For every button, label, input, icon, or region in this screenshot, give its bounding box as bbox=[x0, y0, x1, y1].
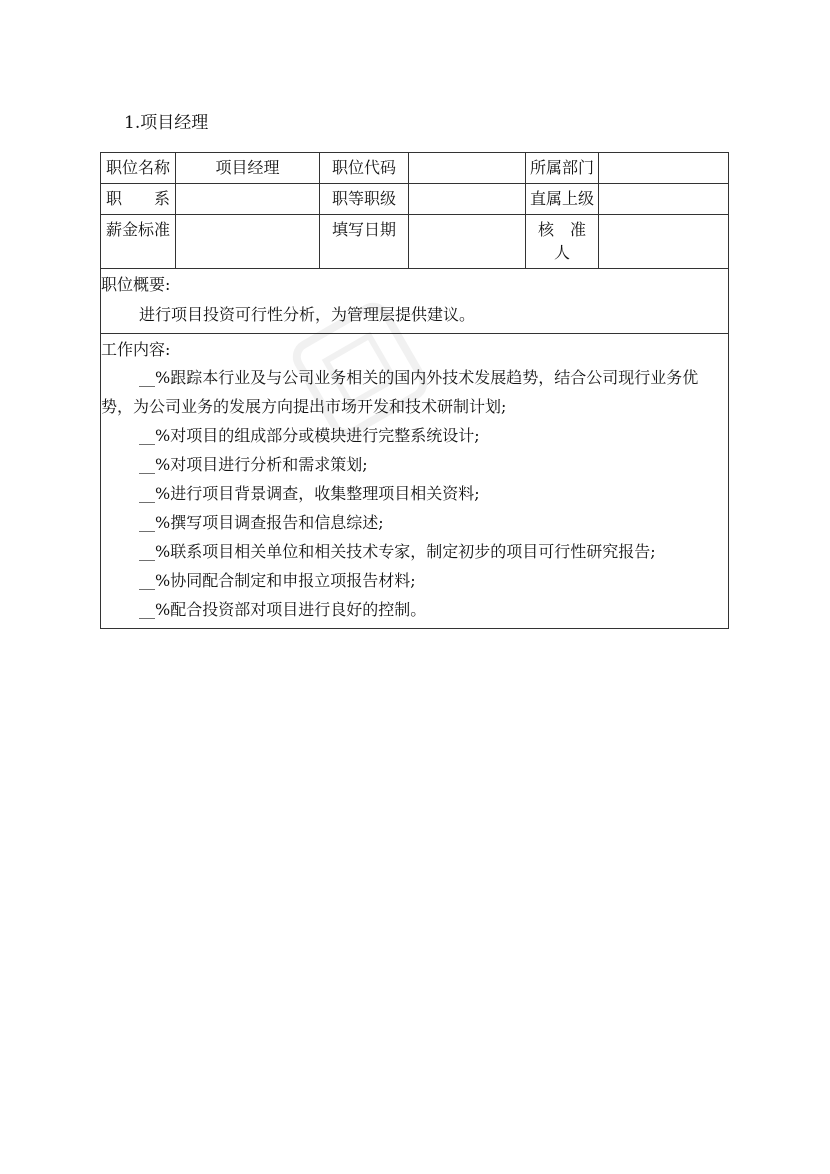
work-item: __%对项目进行分析和需求策划; bbox=[139, 455, 368, 474]
position-code-label: 职位代码 bbox=[320, 153, 409, 184]
work-item: __%配合投资部对项目进行良好的控制。 bbox=[139, 600, 427, 619]
table-row bbox=[101, 153, 729, 184]
work-content-row bbox=[101, 334, 729, 629]
fill-date-label: 填写日期 bbox=[320, 215, 409, 269]
grade-level-value bbox=[409, 184, 526, 215]
section-heading: 1.项目经理 bbox=[124, 113, 209, 133]
work-item: __%协同配合制定和申报立项报告材料; bbox=[139, 571, 416, 590]
summary-row bbox=[101, 269, 729, 334]
job-series-label: 职 系 bbox=[101, 184, 176, 215]
position-name-value: 项目经理 bbox=[176, 153, 320, 184]
department-value bbox=[599, 153, 729, 184]
work-item: __%联系项目相关单位和相关技术专家，制定初步的项目可行性研究报告; bbox=[139, 542, 656, 561]
work-item: __%跟踪本行业及与公司业务相关的国内外技术发展趋势，结合公司现行业务优势，为公司业务的发展方向提出市场开发和技术研制计划; bbox=[101, 368, 699, 416]
work-item: __%对项目的组成部分或模块进行完整系统设计; bbox=[139, 426, 480, 445]
fill-date-value bbox=[409, 215, 526, 269]
direct-supervisor-value bbox=[599, 184, 729, 215]
approver-value bbox=[599, 215, 729, 269]
grade-level-label: 职等职级 bbox=[320, 184, 409, 215]
salary-standard-value bbox=[176, 215, 320, 269]
work-content-title: 工作内容: bbox=[101, 340, 171, 359]
position-name-label: 职位名称 bbox=[101, 153, 176, 184]
work-item: __%撰写项目调查报告和信息综述; bbox=[139, 513, 384, 532]
salary-standard-label: 薪金标准 bbox=[101, 215, 176, 269]
work-item: __%进行项目背景调查，收集整理项目相关资料; bbox=[139, 484, 480, 503]
work-content-cell bbox=[101, 334, 729, 629]
table-row bbox=[101, 215, 729, 269]
job-description-table bbox=[100, 152, 729, 629]
approver-label: 核 准 人 bbox=[526, 215, 599, 269]
table-row bbox=[101, 184, 729, 215]
direct-supervisor-label: 直属上级 bbox=[526, 184, 599, 215]
summary-title: 职位概要: bbox=[101, 275, 171, 294]
summary-text: 进行项目投资可行性分析，为管理层提供建议。 bbox=[139, 305, 476, 324]
summary-cell bbox=[101, 269, 729, 334]
department-label: 所属部门 bbox=[526, 153, 599, 184]
job-series-value bbox=[176, 184, 320, 215]
position-code-value bbox=[409, 153, 526, 184]
